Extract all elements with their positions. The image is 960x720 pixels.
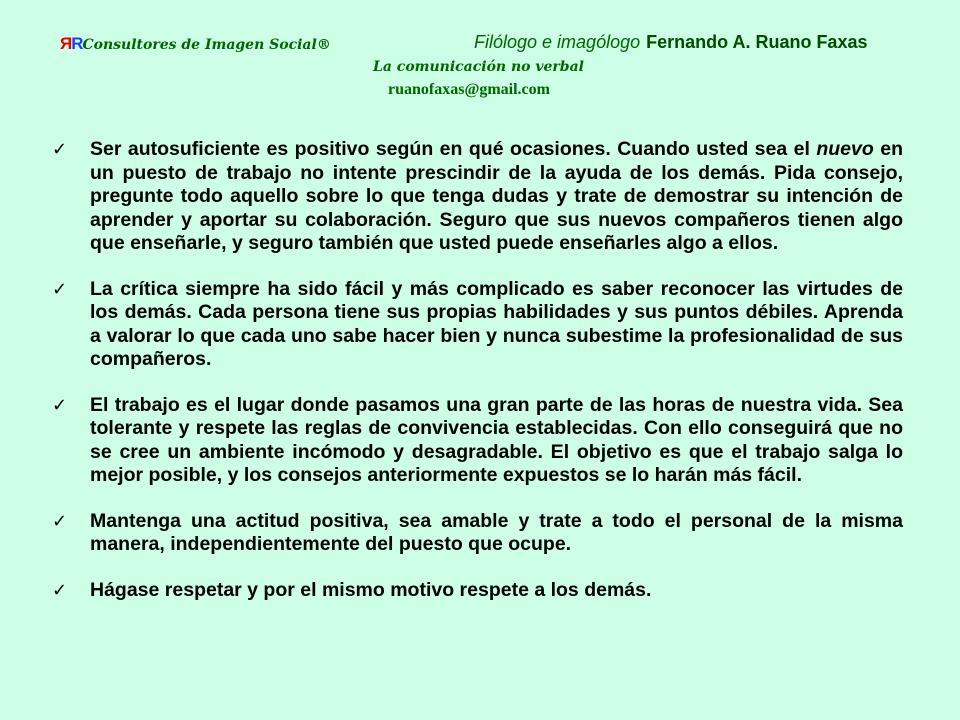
- check-icon: ✓: [52, 394, 68, 416]
- contact-email: ruanofaxas@gmail.com: [388, 81, 550, 98]
- list-item: [50, 579, 903, 603]
- list-item: [50, 510, 903, 557]
- list-item-text: El trabajo es el lugar donde pasamos una gran parte de las horas de nuestra vida. Sea tolerante y respete las reglas de convivencia establecidas. Con ello conseguirá que no se cree un ambiente incómodo y desagradable. El objetivo es que el trabajo salga lo mejor posible, y los consejos anteriormente expuestos se lo harán más fácil.: [90, 393, 903, 486]
- logo-text: Consultores de Imagen Social®: [82, 37, 331, 53]
- list-item: [50, 394, 903, 488]
- author-name: Fernando A. Ruano Faxas: [646, 32, 868, 52]
- bullet-list: [50, 138, 903, 602]
- check-icon: ✓: [52, 510, 68, 532]
- check-icon: ✓: [52, 278, 68, 300]
- logo-mark: ЯR: [60, 34, 83, 53]
- check-icon: ✓: [52, 579, 68, 601]
- slide-subtitle: La comunicación no verbal: [373, 59, 584, 75]
- author-role: Filólogo e imagólogo: [474, 32, 641, 52]
- list-item-text: Ser autosuficiente es positivo según en qué ocasiones. Cuando usted sea el nuevo en un puesto de trabajo no intente prescindir de la ayuda de los demás. Pida consejo, pregunte todo aquello sobre lo que tenga dudas y trate de demostrar su intención de aprender y aportar su colaboración. Seguro que sus nuevos compañeros tienen algo que enseñarle, y seguro también que usted puede enseñarles algo a ellos.: [90, 138, 903, 254]
- check-icon: ✓: [52, 139, 68, 160]
- list-item: [50, 138, 903, 256]
- brand-logo: [60, 34, 331, 54]
- list-item: [50, 278, 903, 372]
- slide-header: [0, 0, 960, 110]
- list-item-text: La crítica siempre ha sido fácil y más complicado es saber reconocer las virtudes de los demás. Cada persona tiene sus propias habilidades y sus puntos débiles. Aprenda a valorar lo que cada uno sabe hacer bien y nunca subestime la profesionalidad de sus compañeros.: [90, 277, 903, 370]
- author-line: [474, 32, 867, 53]
- list-item-text: Hágase respetar y por el mismo motivo respete a los demás.: [90, 578, 652, 601]
- list-item-text: Mantenga una actitud positiva, sea amable y trate a todo el personal de la misma manera, independientemente del puesto que ocupe.: [90, 509, 903, 555]
